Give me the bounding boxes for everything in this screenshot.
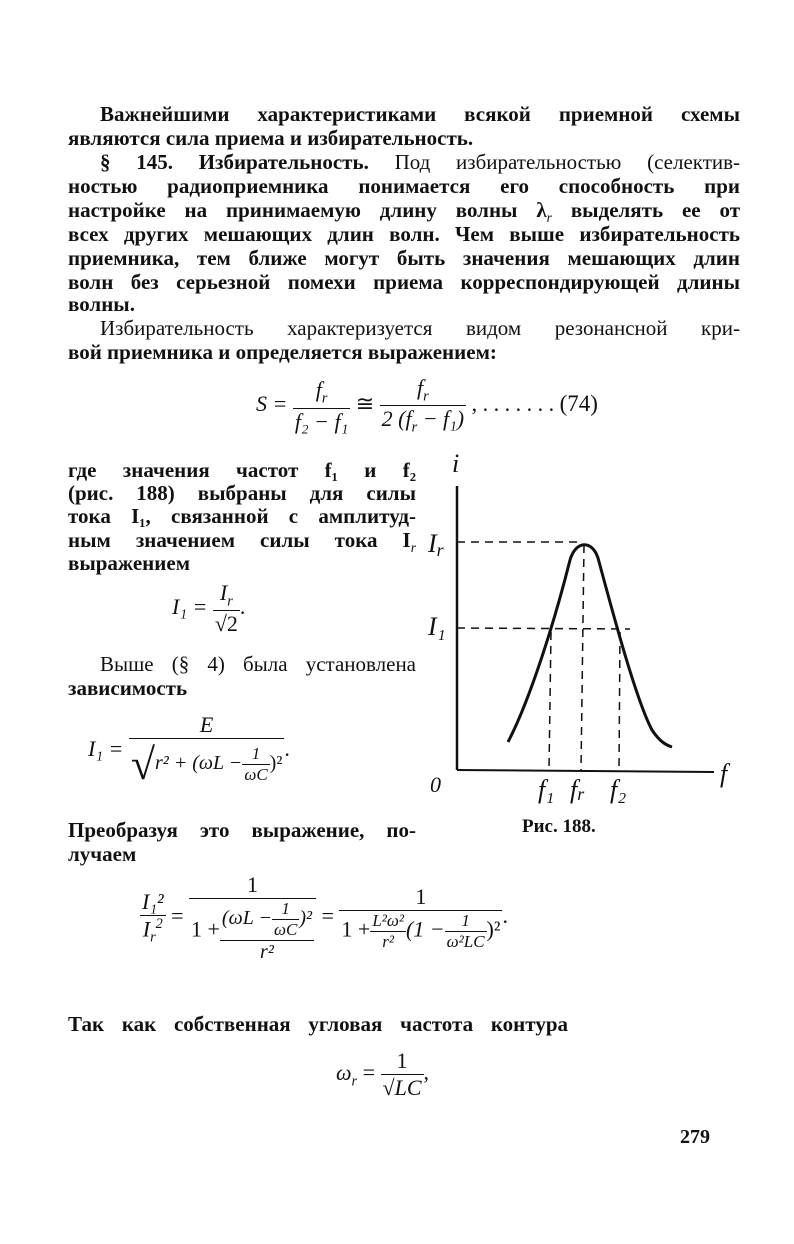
para1-line: являются сила приема и избирательность. <box>68 126 474 150</box>
equation-I1-E <box>88 712 290 790</box>
eq-den: 2 (f <box>381 406 412 432</box>
fr-dashed-line <box>581 545 584 770</box>
eq-num: I <box>219 580 228 605</box>
ir-label: Ir <box>428 529 444 560</box>
eq-num: f <box>315 377 322 403</box>
section-title: Избирательность. <box>198 150 369 174</box>
equation-ratio: $\frac{\text{I₁²}}{I_r^2}$ = 1 1 + (ωL − $\frac{1}{\omega C}$ )² r² = 1 1 + $\frac{\text{L²ω²}}{\text{r²}}$ (1 − $\frac{1}{\text{ω²LC}}$ )² . <box>142 872 508 963</box>
eq-den: r² <box>260 941 274 963</box>
subscript: r <box>423 388 429 405</box>
para2-line: Избирательность характеризуется видом резонансной кри- <box>100 316 740 340</box>
left-line: тока I₁, связанной с амплитуд- <box>68 504 416 528</box>
section-line: волны. <box>68 292 135 316</box>
eq-den: ωC <box>244 765 268 784</box>
section-number: § 145. <box>100 150 173 174</box>
period: . <box>284 736 290 762</box>
leader-dots: , . . . . . . . <box>471 390 555 416</box>
equation-74 <box>256 375 598 437</box>
subscript: r <box>321 390 328 407</box>
text: выделять ее от <box>570 198 741 222</box>
f2-label: f₂ <box>610 775 627 804</box>
origin-label: 0 <box>430 772 441 797</box>
eq-den: √LC <box>382 1075 422 1100</box>
para5-line: Так как собственная угловая частота контура <box>68 1012 568 1036</box>
sqrt-icon: √ <box>130 740 155 789</box>
eq-den: ωC <box>273 920 298 939</box>
eq-num: 1 <box>339 884 502 911</box>
eq-den: (1 − <box>405 916 445 942</box>
subscript: r <box>410 540 416 556</box>
para4-line: лучаем <box>68 842 137 866</box>
eq-den: r² + (ωL − <box>154 752 243 775</box>
eq-num: I₁² <box>142 889 164 915</box>
eq-num: E <box>129 712 284 739</box>
eq-num: 1 <box>445 911 487 932</box>
figure-caption: Рис. 188. <box>522 816 596 837</box>
equation-I1 <box>172 580 245 637</box>
eq-den: )² <box>269 752 283 775</box>
text: настройке на принимаемую длину волны λ <box>68 198 547 222</box>
eq-den: )² <box>486 916 501 942</box>
eq-den: f₂ − f₁ <box>294 408 349 434</box>
equals-sign: = <box>362 1059 376 1085</box>
eq-den: 1 + <box>341 916 371 942</box>
fr-label: fr <box>570 775 585 804</box>
eq-num: 1 <box>189 872 316 899</box>
eq-den: I <box>142 916 151 942</box>
equals-sign: = <box>171 903 184 929</box>
eq-den: )² <box>299 907 312 930</box>
subscript: r <box>546 210 552 226</box>
para2-line: вой приемника и определяется выражением: <box>68 340 497 364</box>
para3-line: зависимость <box>68 676 188 700</box>
eq-num: f <box>417 375 424 400</box>
approx-sign: ≅ <box>355 390 375 416</box>
f1-label: f₁ <box>538 775 555 804</box>
page-number: 279 <box>680 1126 710 1148</box>
equation-omega <box>336 1048 429 1101</box>
subscript: r <box>150 929 156 946</box>
eq-lhs: I₁ = <box>172 593 208 619</box>
eq-lhs: ω <box>336 1059 352 1085</box>
eq-lhs: I₁ = <box>88 736 124 762</box>
subscript: r <box>411 419 418 436</box>
eq-num: 1 <box>381 1048 424 1075</box>
section-heading-line <box>100 150 740 174</box>
eq-lhs: S = <box>256 390 288 416</box>
left-line: выражением <box>68 551 191 575</box>
x-axis-label: f <box>720 759 728 788</box>
text: ным значением силы тока I <box>68 528 411 552</box>
subscript: r <box>227 593 233 610</box>
para4-line: Преобразуя это выражение, по- <box>68 818 416 842</box>
comma: , <box>423 1059 430 1085</box>
x-axis <box>457 770 714 772</box>
period: . <box>239 593 246 619</box>
section-line: ностью радиоприемника понимается его способность при <box>68 174 740 198</box>
section-line: приемника, тем ближе могут быть значения мешающих длин <box>68 246 740 270</box>
eq-num: L²ω² <box>372 911 404 930</box>
f1-dashed-line <box>549 632 551 770</box>
section-line: волн без серьезной помехи приема корреспондирующей длины <box>68 270 740 294</box>
section-line: всех других мешающих длин волн. Чем выше избирательность <box>68 222 740 246</box>
f2-dashed-line <box>619 632 620 770</box>
eq-den: (ωL − <box>221 907 272 930</box>
left-line: где значения частот f₁ и f₂ <box>68 458 416 482</box>
subscript: r <box>351 1072 358 1089</box>
resonance-curve <box>508 545 672 747</box>
left-line: (рис. 188) выбраны для силы <box>68 481 416 505</box>
resonance-curve-figure <box>420 450 750 810</box>
i1-dashed-line <box>457 628 630 629</box>
para1-line: Важнейшими характеристиками всякой приемной схемы <box>100 102 740 126</box>
eq-den: r² <box>382 932 394 951</box>
eq-den: 1 + <box>191 916 220 942</box>
para3-line: Выше (§ 4) была установлена <box>100 652 416 676</box>
eq-den: ω²LC <box>446 932 485 951</box>
section-line: Под избирательностью (селектив- <box>394 150 741 174</box>
eq-den: − f₁) <box>417 406 465 432</box>
eq-den: √2 <box>214 611 238 637</box>
i1-label: I₁ <box>428 612 446 641</box>
eq-num: 1 <box>272 899 299 920</box>
equation-number: (74) <box>559 390 598 416</box>
eq-num: 1 <box>242 744 269 765</box>
equals-sign: = <box>321 903 334 929</box>
y-axis-label: i <box>452 450 460 478</box>
